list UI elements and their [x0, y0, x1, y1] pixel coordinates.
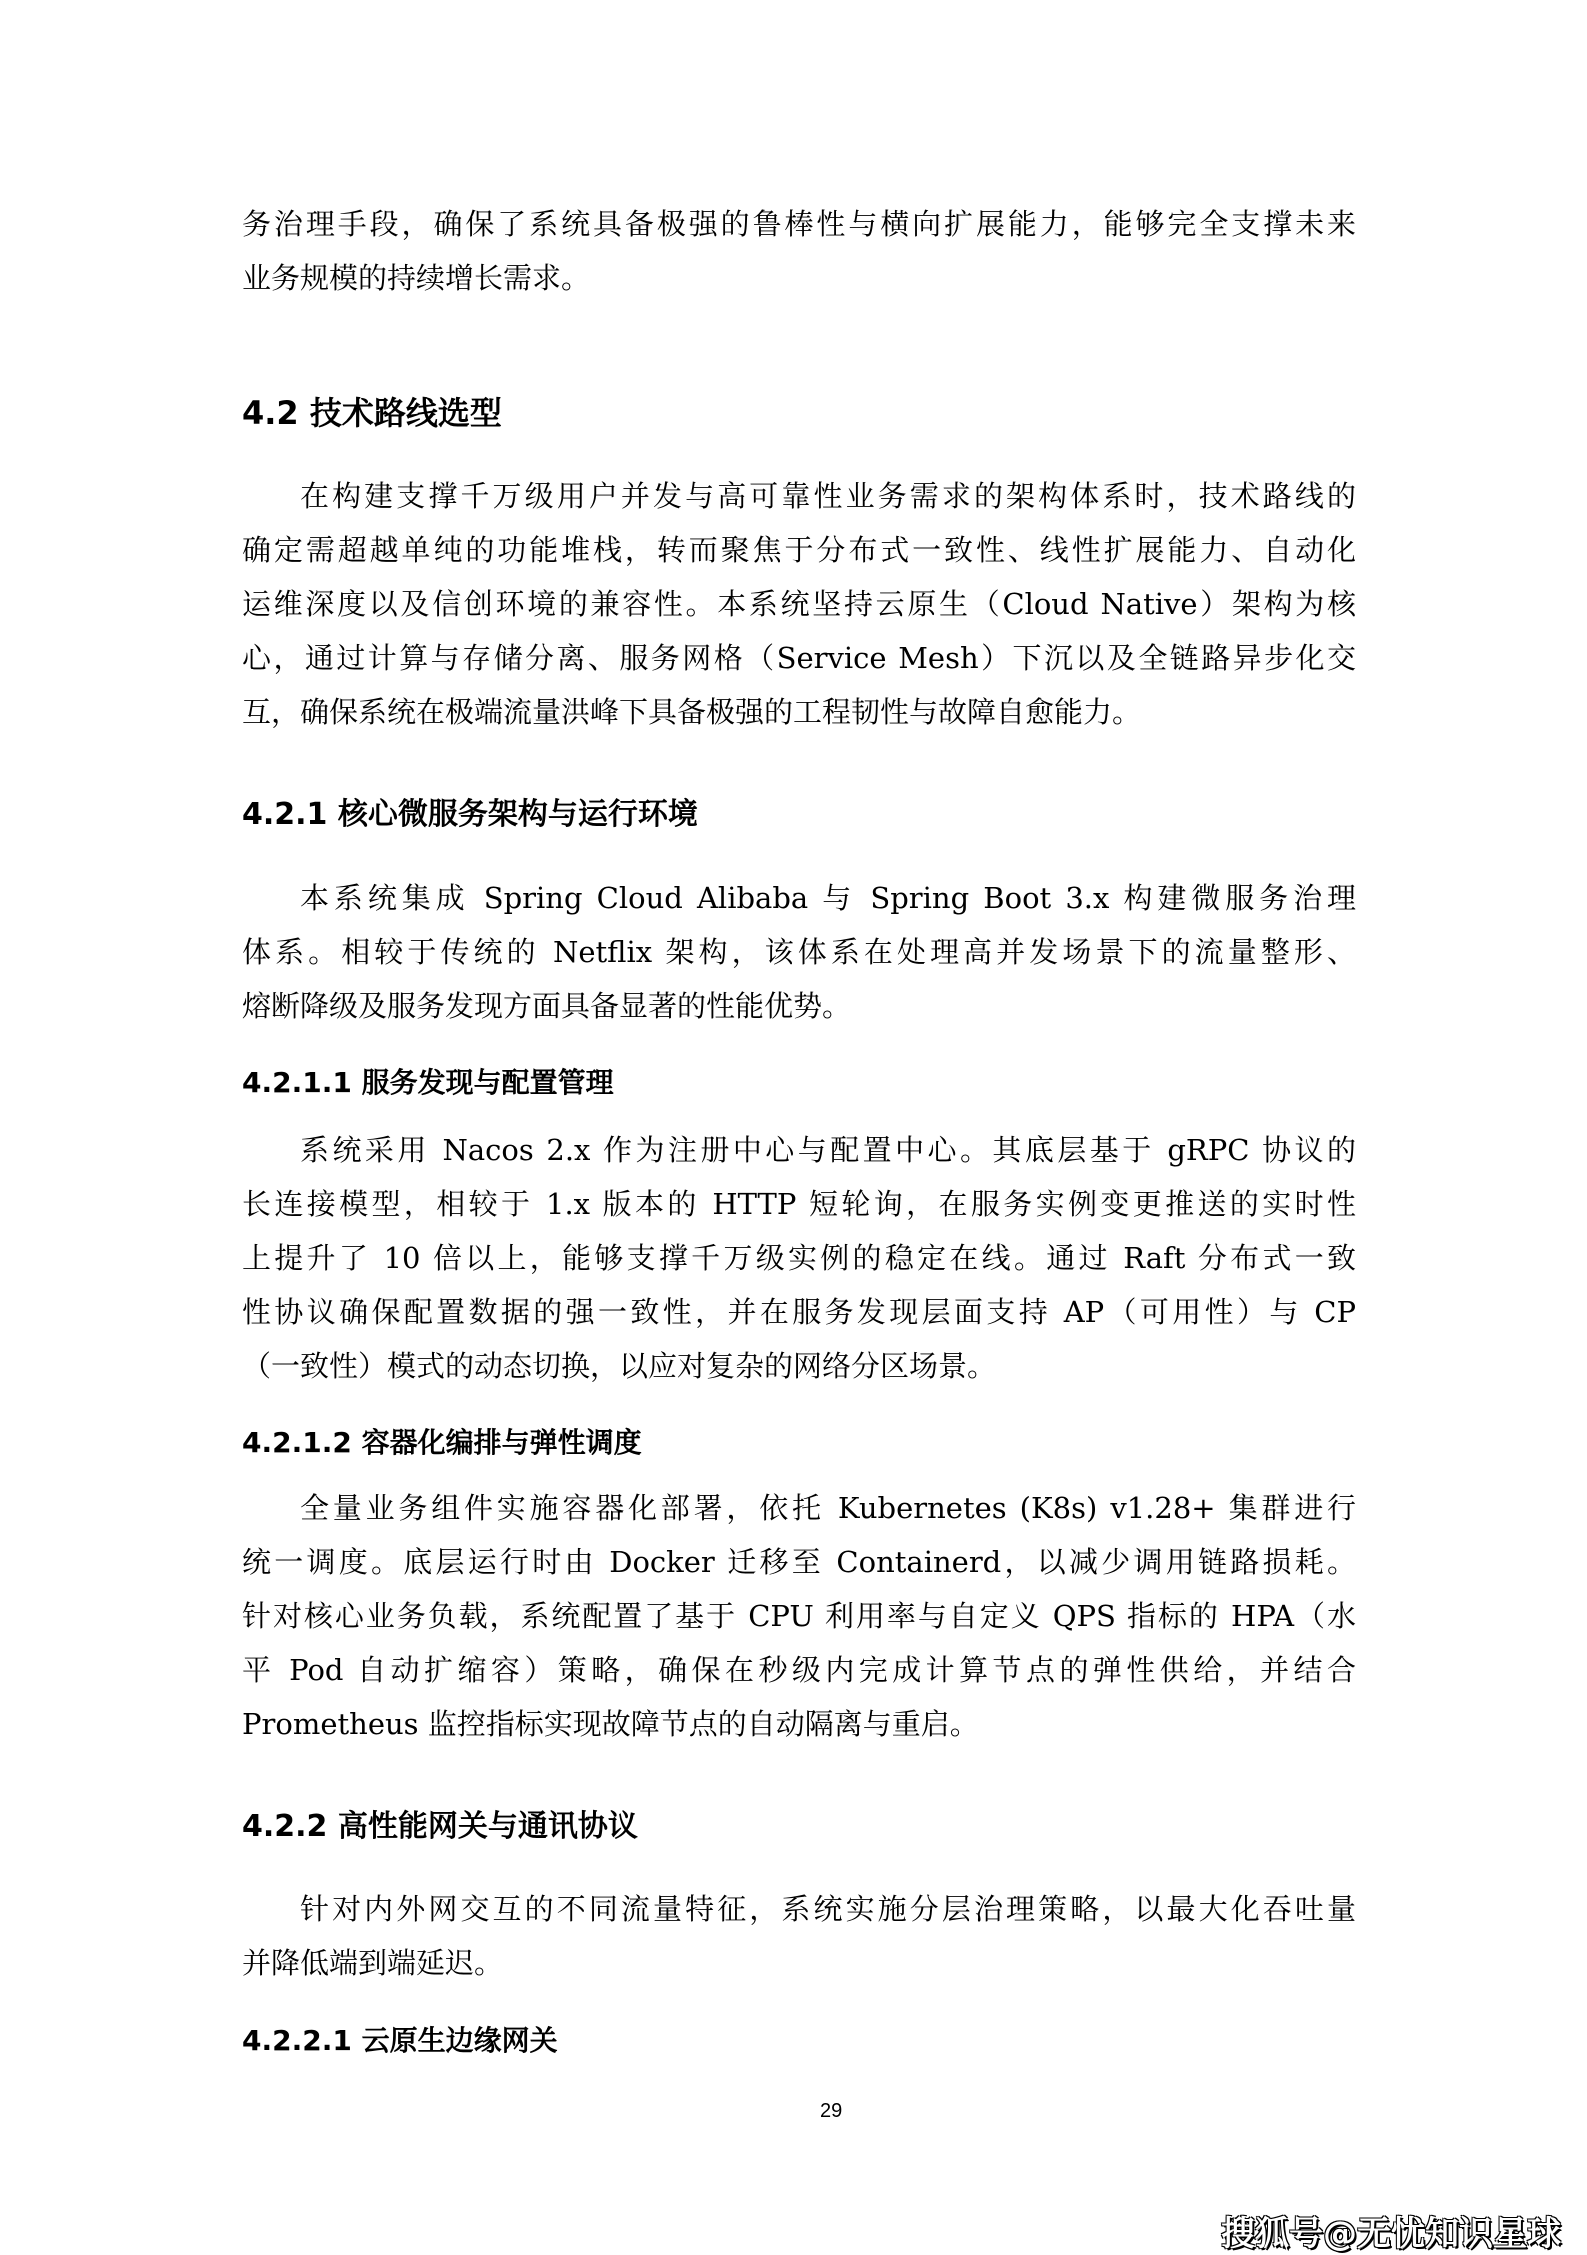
text-line: 并降低端到端延迟。 — [242, 1946, 504, 1980]
text-line: 务治理手段，确保了系统具备极强的鲁棒性与横向扩展能力，能够完全支撑未来 — [242, 207, 1356, 241]
page-number: 29 — [820, 2100, 843, 2122]
text-line: 平 Pod 自动扩缩容）策略，确保在秒级内完成计算节点的弹性供给，并结合 — [242, 1653, 1356, 1687]
text-line: 在构建支撑千万级用户并发与高可靠性业务需求的架构体系时，技术路线的 — [300, 479, 1356, 513]
paragraph-tech-route — [242, 469, 1356, 739]
text-line: 熔断降级及服务发现方面具备显著的性能优势。 — [242, 989, 852, 1023]
text-line: 确定需超越单纯的功能堆栈，转而聚焦于分布式一致性、线性扩展能力、自动化 — [242, 533, 1356, 567]
paragraph-microservice — [242, 871, 1356, 1033]
text-line: 本系统集成 Spring Cloud Alibaba 与 Spring Boot 3.x 构建微服务治理 — [300, 881, 1356, 915]
text-line: 心，通过计算与存储分离、服务网格（Service Mesh）下沉以及全链路异步化交 — [242, 641, 1356, 675]
text-line: 针对核心业务负载，系统配置了基于 CPU 利用率与自定义 QPS 指标的 HPA（水 — [242, 1599, 1356, 1633]
watermark: 搜狐号@无忧知识星球 — [1221, 2214, 1561, 2254]
text-line: 统一调度。底层运行时由 Docker 迁移至 Containerd，以减少调用链路损耗。 — [242, 1545, 1356, 1579]
text-line: 业务规模的持续增长需求。 — [242, 261, 591, 295]
section-heading-4-2: 4.2 技术路线选型 — [242, 394, 502, 432]
paragraph-container — [242, 1481, 1356, 1751]
text-line: 体系。相较于传统的 Netflix 架构，该体系在处理高并发场景下的流量整形、 — [242, 935, 1356, 969]
text-line: 运维深度以及信创环境的兼容性。本系统坚持云原生（Cloud Native）架构为核 — [242, 587, 1356, 621]
text-line: 系统采用 Nacos 2.x 作为注册中心与配置中心。其底层基于 gRPC 协议的 — [300, 1133, 1356, 1167]
section-heading-4-2-1-2: 4.2.1.2 容器化编排与弹性调度 — [242, 1426, 642, 1459]
section-heading-4-2-2: 4.2.2 高性能网关与通讯协议 — [242, 1809, 638, 1844]
section-heading-4-2-1-1: 4.2.1.1 服务发现与配置管理 — [242, 1066, 614, 1099]
text-line: Prometheus 监控指标实现故障节点的自动隔离与重启。 — [242, 1707, 979, 1741]
text-line: 长连接模型，相较于 1.x 版本的 HTTP 短轮询，在服务实例变更推送的实时性 — [242, 1187, 1356, 1221]
text-line: 互，确保系统在极端流量洪峰下具备极强的工程韧性与故障自愈能力。 — [242, 695, 1142, 729]
paragraph-service-discovery — [242, 1123, 1356, 1393]
text-line: （一致性）模式的动态切换，以应对复杂的网络分区场景。 — [242, 1349, 997, 1383]
section-heading-4-2-1: 4.2.1 核心微服务架构与运行环境 — [242, 797, 698, 832]
section-heading-4-2-2-1: 4.2.2.1 云原生边缘网关 — [242, 2024, 558, 2057]
paragraph-gateway — [242, 1882, 1356, 1990]
text-line: 全量业务组件实施容器化部署，依托 Kubernetes (K8s) v1.28+ 集群进行 — [300, 1491, 1356, 1525]
text-line: 性协议确保配置数据的强一致性，并在服务发现层面支持 AP（可用性）与 CP — [242, 1295, 1356, 1329]
paragraph-continuation — [242, 197, 1356, 305]
text-line: 上提升了 10 倍以上，能够支撑千万级实例的稳定在线。通过 Raft 分布式一致 — [242, 1241, 1356, 1275]
text-line: 针对内外网交互的不同流量特征，系统实施分层治理策略，以最大化吞吐量 — [300, 1892, 1356, 1926]
